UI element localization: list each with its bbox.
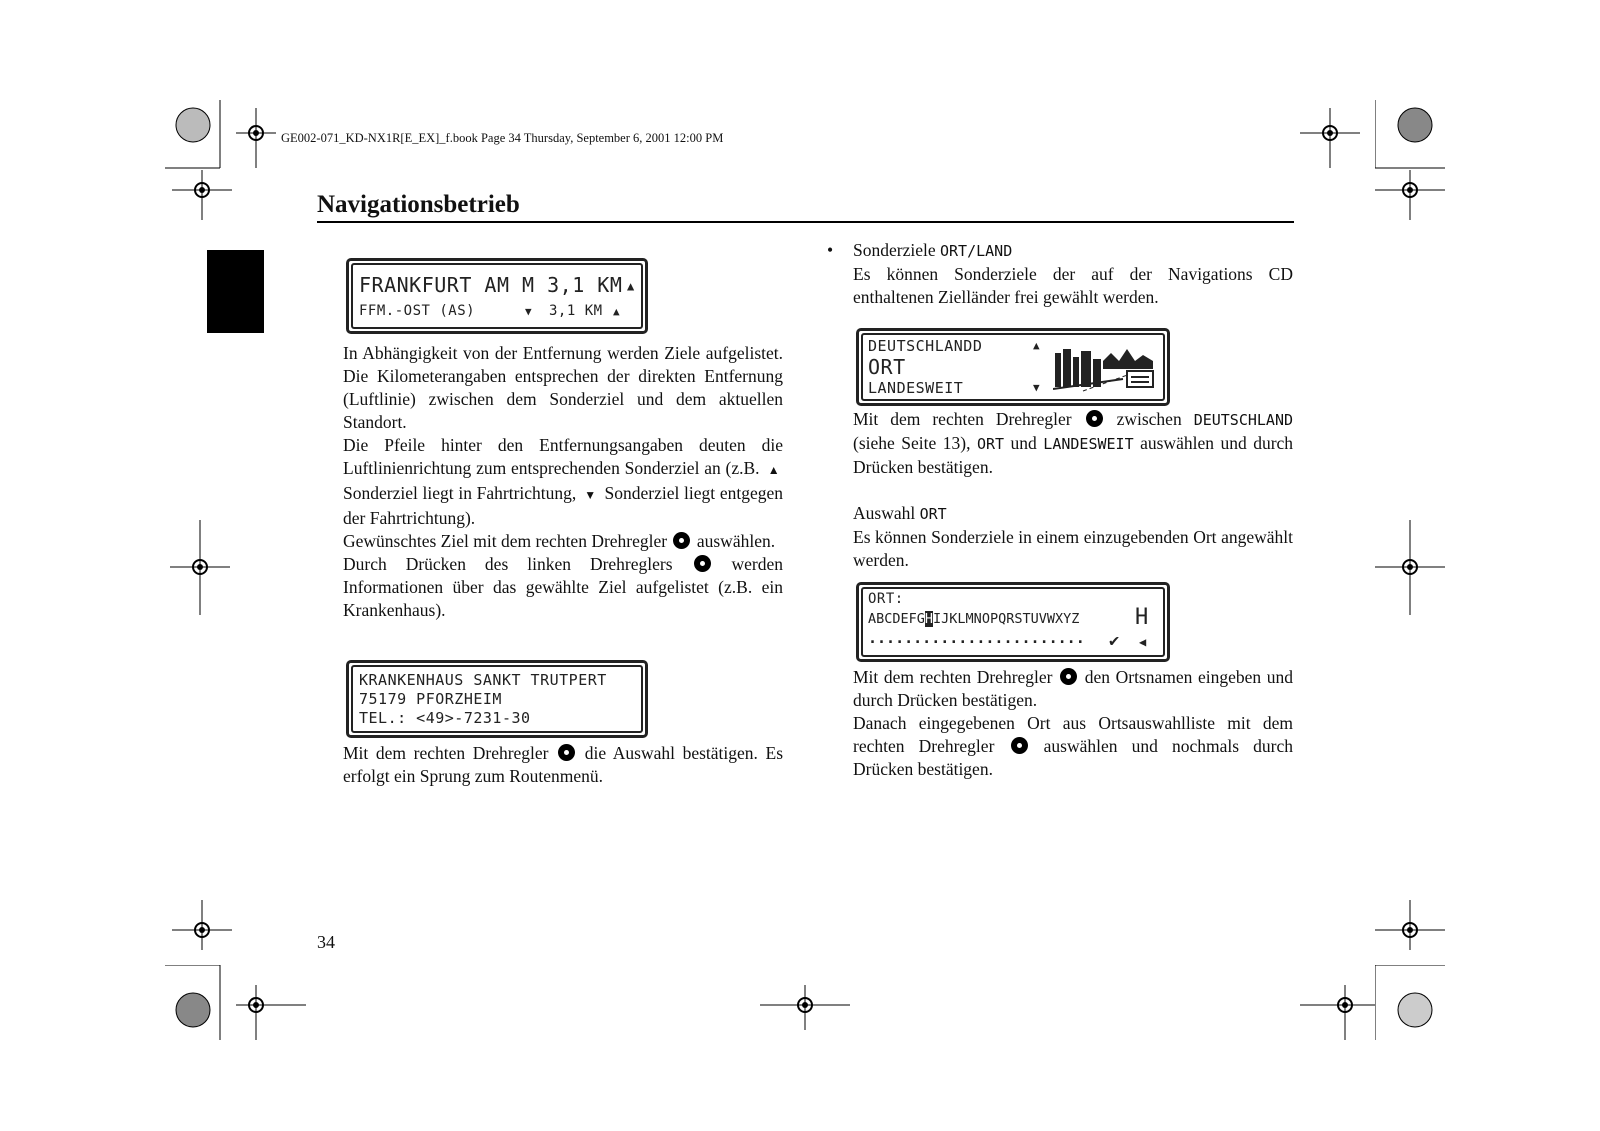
chapter-tab xyxy=(207,250,264,333)
crosshair-bottom-right xyxy=(1300,985,1375,1040)
crosshair-right-upper xyxy=(1375,170,1445,220)
registration-mark-bottom-right xyxy=(1375,965,1445,1040)
lcd-input-dots: ........................ xyxy=(868,629,1085,647)
cursor-letter: H xyxy=(924,611,934,627)
arrow-down-icon: ▼ xyxy=(525,305,533,318)
checkmark-icon: ✔ xyxy=(1109,631,1120,651)
lcd-display-hospital-info xyxy=(346,660,648,738)
arrow-up-icon: ▲ xyxy=(627,279,635,293)
lcd-line-3: TEL.: <49>-7231-30 xyxy=(359,709,531,727)
paragraph-choose-scope: Mit dem rechten Drehregler zwischen DEUTSCHLAND (siehe Seite 13), ORT und LANDESWEIT auswählen und durch Drücken bestätigen. xyxy=(853,409,1294,477)
lcd-display-country-select xyxy=(856,328,1170,406)
lcd-line-2a: FFM.-OST (AS) xyxy=(359,303,476,319)
lcd-line-1: ORT: xyxy=(868,591,904,607)
title-rule xyxy=(317,221,1294,223)
lcd-display-city-input xyxy=(856,582,1170,662)
bullet-heading: Sonderziele ORT/LAND xyxy=(853,240,1013,260)
crosshair-left-upper xyxy=(172,170,232,220)
city-skyline-icon xyxy=(1053,339,1157,393)
lcd-line-2: ORT xyxy=(868,355,906,379)
lcd-line-1: KRANKENHAUS SANKT TRUTPERT xyxy=(359,671,607,689)
bullet: • xyxy=(827,240,834,260)
crosshair-right-middle xyxy=(1375,520,1445,615)
crosshair-top-left xyxy=(236,108,276,168)
rotary-knob-icon xyxy=(1011,737,1028,754)
lcd-line-2b: 3,1 KM xyxy=(549,303,603,319)
paragraph-confirm: Mit dem rechten Drehregler die Auswahl bestätigen. Es erfolgt ein Sprung zum Routenmenü. xyxy=(343,743,784,786)
lcd-line-1: DEUTSCHLANDD xyxy=(868,337,983,355)
lcd-selected-letter: H xyxy=(1135,605,1149,630)
right-text-block-1 xyxy=(853,239,1293,309)
page-title: Navigationsbetrieb xyxy=(317,191,520,218)
paragraph-select-target: Gewünschtes Ziel mit dem rechten Drehregler auswählen. xyxy=(343,531,776,551)
rotary-knob-icon xyxy=(1060,668,1077,685)
crosshair-bottom-left xyxy=(236,985,306,1040)
rotary-knob-icon xyxy=(694,555,711,572)
crosshair-bottom-center xyxy=(760,985,850,1030)
paragraph-enter-city: Mit dem rechten Drehregler den Ortsnamen eingeben und durch Drücken bestätigen. xyxy=(853,667,1294,710)
paragraph-arrows: Die Pfeile hinter den Entfernungsangaben deuten die Luftlinienrichtung zum entsprechenden Sonderziel an (z.B. ▲ Sonderziel liegt in Fahrtrichtung, ▼ Sonderziel liegt entgegen der Fahrtrichtung). xyxy=(343,435,784,528)
right-text-block-3 xyxy=(853,666,1293,781)
paragraph-distance-intro: In Abhängigkeit von der Entfernung werden Ziele aufgelistet. Die Kilometerangaben entsprechen der direkten Entfernung (Luftlinie) zwischen dem Sonderziel und dem aktuellen Standort. xyxy=(343,343,783,432)
page-number: 34 xyxy=(317,932,335,952)
crosshair-left-middle xyxy=(170,520,230,615)
arrow-up-small-icon: ▲ xyxy=(613,305,621,318)
paragraph-city-entry: Es können Sonderziele in einem einzugebenden Ort angewählt werden. xyxy=(853,527,1293,570)
arrow-up-icon: ▲ xyxy=(764,463,783,477)
crosshair-top-right xyxy=(1300,108,1360,168)
rotary-knob-icon xyxy=(673,532,690,549)
left-text-block-1 xyxy=(343,342,783,622)
arrow-up-icon: ▲ xyxy=(1033,339,1041,352)
paragraph-countries: Es können Sonderziele der auf der Navigations CD enthaltenen Zielländer frei gewählt werden. xyxy=(853,264,1293,307)
lcd-alphabet-row: ABCDEFGHIJKLMNOPQRSTUVWXYZ xyxy=(868,611,1080,627)
lcd-line-1: FRANKFURT AM M 3,1 KM xyxy=(359,273,623,297)
lcd-line-2: 75179 PFORZHEIM xyxy=(359,690,502,708)
subheading-auswahl-ort: Auswahl ORT xyxy=(853,503,947,523)
paragraph-info: Durch Drücken des linken Drehreglers werden Informationen über das gewählte Ziel aufgelistet (z.B. ein Krankenhaus). xyxy=(343,554,784,620)
backspace-arrow-icon: ◀ xyxy=(1139,635,1147,649)
rotary-knob-icon xyxy=(558,744,575,761)
paragraph-select-city: Danach eingegebenen Ort aus Ortsauswahlliste mit dem rechten Drehregler auswählen und nochmals durch Drücken bestätigen. xyxy=(853,713,1294,779)
arrow-down-icon: ▼ xyxy=(1033,381,1041,394)
left-text-block-2 xyxy=(343,742,783,788)
rotary-knob-icon xyxy=(1086,410,1103,427)
lcd-line-3: LANDESWEIT xyxy=(868,379,964,397)
crosshair-left-lower xyxy=(172,900,232,950)
right-text-block-2 xyxy=(853,408,1293,572)
lcd-display-distance-list xyxy=(346,258,648,334)
print-file-info: GE002-071_KD-NX1R[E_EX]_f.book Page 34 Thursday, September 6, 2001 12:00 PM xyxy=(281,131,724,145)
arrow-down-icon: ▼ xyxy=(580,488,600,502)
crosshair-right-lower xyxy=(1375,900,1445,950)
